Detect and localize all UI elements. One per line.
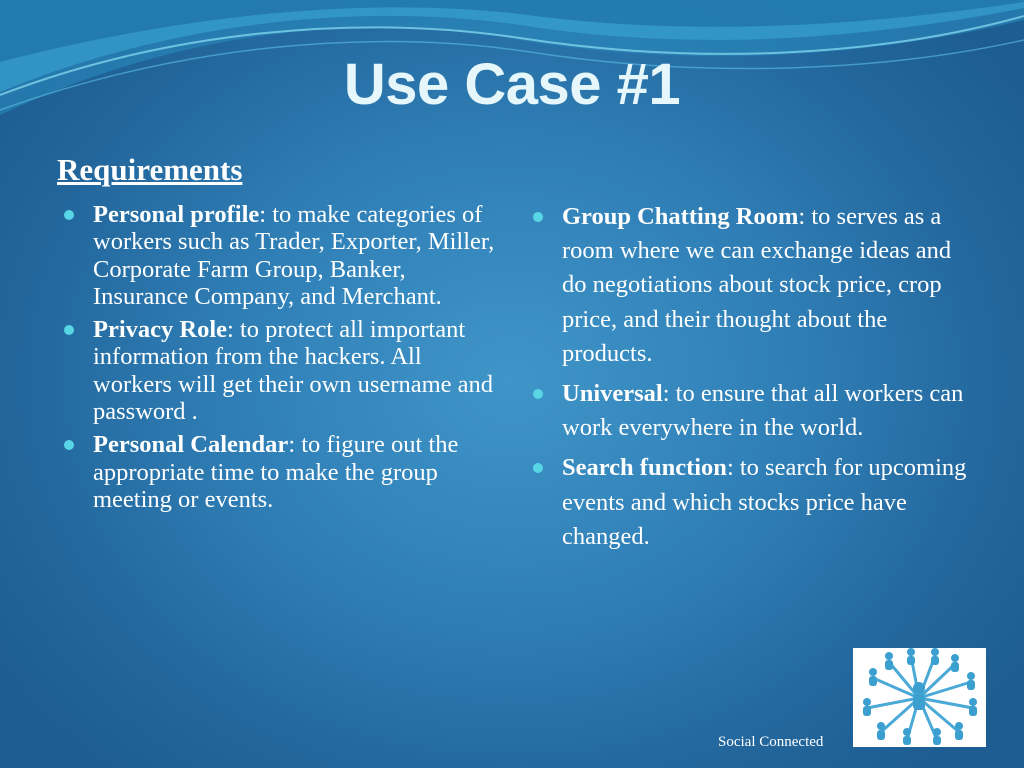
requirements-heading: Requirements <box>57 152 243 187</box>
image-caption: Social Connected <box>718 734 824 750</box>
circle-bullet-icon <box>64 440 74 450</box>
right-requirements-list <box>562 200 972 560</box>
circle-bullet-icon <box>533 463 543 473</box>
item-term: Personal profile <box>93 201 260 228</box>
left-requirements-list <box>93 201 503 519</box>
list-item <box>562 451 972 554</box>
circle-bullet-icon <box>64 325 74 335</box>
item-text: : to protect all important information from the hackers. All workers will get their own username and password . <box>93 316 494 426</box>
item-text: : to serves as a room where we can exchange ideas and do negotiations about stock price, crop price, and their thought about the products. <box>562 203 952 367</box>
circle-bullet-icon <box>533 389 543 399</box>
item-text: : to make categories of workers such as Trader, Exporter, Miller, Corporate Farm Group, Banker, Insurance Company, and Merchant. <box>93 201 495 310</box>
item-text: : to figure out the appropriate time to make the group meeting or events. <box>93 431 459 513</box>
list-item <box>93 201 503 310</box>
circle-bullet-icon <box>533 212 543 222</box>
item-term: Personal Calendar <box>93 431 289 459</box>
social-connected-image <box>853 648 986 747</box>
item-term: Search function <box>562 454 727 482</box>
item-text: : to ensure that all workers can work everywhere in the world. <box>562 380 964 442</box>
list-item <box>562 200 972 371</box>
list-item <box>562 377 972 445</box>
list-item <box>93 316 503 425</box>
item-term: Privacy Role <box>93 316 228 344</box>
list-item <box>93 431 503 513</box>
slide-title: Use Case #1 <box>343 52 681 117</box>
item-text: : to search for upcoming events and which stocks price have changed. <box>562 454 967 550</box>
item-term: Group Chatting Room <box>562 203 799 230</box>
circle-bullet-icon <box>64 210 74 220</box>
item-term: Universal <box>562 380 663 408</box>
social-network-people-icon <box>853 648 986 747</box>
